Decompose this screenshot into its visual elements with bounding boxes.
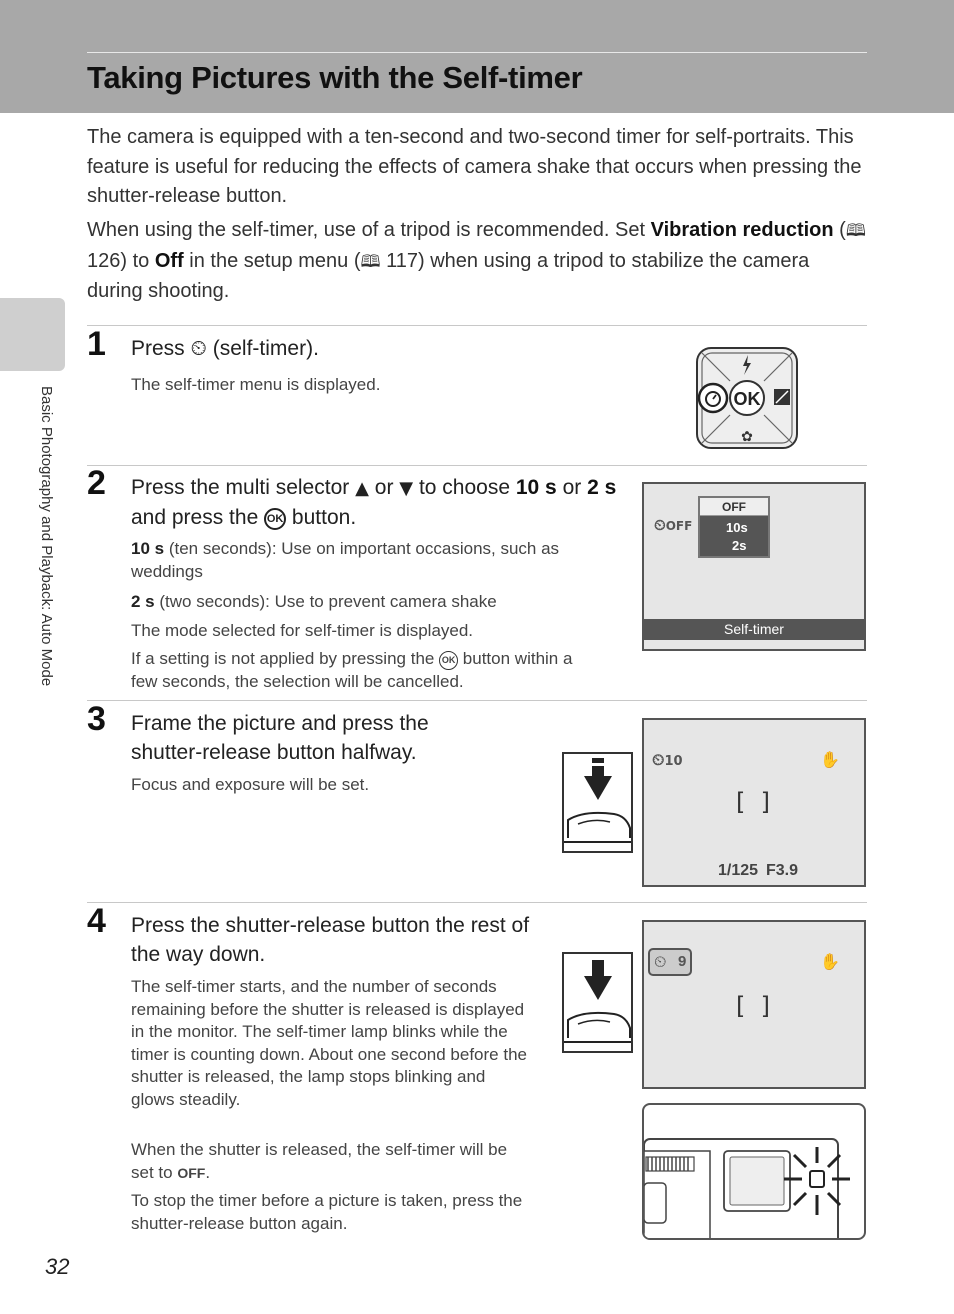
divider: [87, 700, 867, 701]
step-2-cancel-note: If a setting is not applied by pressing the OK button within a few seconds, the selection will be cancelled.: [131, 649, 573, 691]
step-2-option-2s: 2 s (two seconds): Use to prevent camera shake: [131, 592, 497, 611]
countdown-indicator: [648, 948, 692, 976]
ok-button-icon: OK: [439, 651, 458, 670]
page-title: Taking Pictures with the Self-timer: [87, 60, 583, 95]
book-icon: 🕮: [845, 221, 866, 241]
header-rule: [87, 52, 867, 53]
book-icon: 🕮: [360, 251, 381, 272]
divider: [87, 902, 867, 903]
option-10s[interactable]: 10s: [726, 520, 748, 535]
step-number: 3: [87, 700, 106, 738]
divider: [87, 465, 867, 466]
step-2-option-10s: 10 s (ten seconds): Use on important occasions, such as weddings: [131, 539, 560, 581]
vibration-reduction-icon: ✋: [820, 952, 840, 971]
shutter-half-press-illustration: [562, 752, 633, 853]
step-1-heading: Press ⏲ (self-timer).: [131, 336, 319, 360]
aperture-readout: F3.9: [766, 862, 799, 879]
self-timer-menu-screen: [642, 482, 866, 651]
step-4-reset-note: When the shutter is released, the self-timer will be set to OFF.: [131, 1140, 508, 1182]
option-off[interactable]: OFF: [700, 498, 768, 516]
self-timer-icon: ⏲: [654, 952, 667, 971]
step-4-heading: Press the shutter-release button the rest of the way down.: [131, 914, 530, 966]
step-3-heading: Frame the picture and press the shutter-release button halfway.: [131, 712, 429, 764]
step-number: 1: [87, 325, 106, 363]
step-4-countdown-note: The self-timer starts, and the number of seconds remaining before the shutter is released is displayed in the monitor. The self-timer lamp blinks while the timer is counting down. About one second before the shutter is released, the lamp stops blinking and glows steadily.: [131, 977, 527, 1109]
step-3-body: Focus and exposure will be set.: [131, 775, 370, 794]
focus-area-bracket: [ ]: [736, 788, 770, 816]
section-tab: [0, 298, 65, 371]
self-timer-option-list: [698, 496, 770, 558]
step-1-body: The self-timer menu is displayed.: [131, 375, 381, 394]
self-timer-off-indicator: ⏲OFF: [654, 516, 693, 534]
shooting-screen-half-press: [642, 718, 866, 887]
step-4-stop-note: To stop the timer before a picture is taken, press the shutter-release button again.: [131, 1191, 523, 1233]
step-2-heading: Press the multi selector ▲ or ▼ to choose 10 s or 2 s and press the OK button.: [131, 476, 617, 529]
step-2-mode-note: The mode selected for self-timer is displayed.: [131, 621, 474, 640]
focus-area-bracket: [ ]: [736, 992, 770, 1020]
shutter-speed-readout: 1/125: [718, 862, 759, 879]
down-arrow-icon: ▼: [399, 478, 414, 499]
menu-title-bar: Self-timer: [644, 619, 864, 640]
step-number: 4: [87, 902, 106, 940]
camera-front-illustration: [642, 1103, 866, 1240]
vibration-reduction-icon: ✋: [820, 750, 840, 769]
shooting-screen-countdown: [642, 920, 866, 1089]
self-timer-10-indicator: ⏲10: [652, 750, 683, 769]
svg-text:OK: OK: [733, 389, 761, 409]
svg-text:✿: ✿: [741, 429, 753, 445]
section-label: Basic Photography and Playback: Auto Mode: [38, 386, 55, 687]
header-band: [0, 0, 954, 113]
intro-paragraph-2: When using the self-timer, use of a tripod is recommended. Set Vibration reduction (🕮 126) to Off in the setup menu (🕮 117) when using a tripod to stabilize the camera during shooting.: [87, 219, 866, 302]
ok-button-icon: OK: [264, 508, 286, 530]
divider: [87, 325, 867, 326]
self-timer-icon: ⏲: [190, 336, 207, 360]
shutter-full-press-illustration: [562, 952, 633, 1053]
intro-paragraph-1: The camera is equipped with a ten-second and two-second timer for self-portraits. This feature is useful for reducing the effects of camera shake that occurs when pressing the shutter-release button.: [87, 126, 862, 207]
up-arrow-icon: ▲: [355, 478, 369, 499]
countdown-seconds: 9: [678, 953, 687, 970]
option-group: [700, 516, 768, 556]
option-2s[interactable]: 2s: [732, 538, 747, 553]
multi-selector-illustration: [694, 345, 800, 451]
page-number: 32: [45, 1254, 70, 1279]
step-number: 2: [87, 464, 106, 502]
